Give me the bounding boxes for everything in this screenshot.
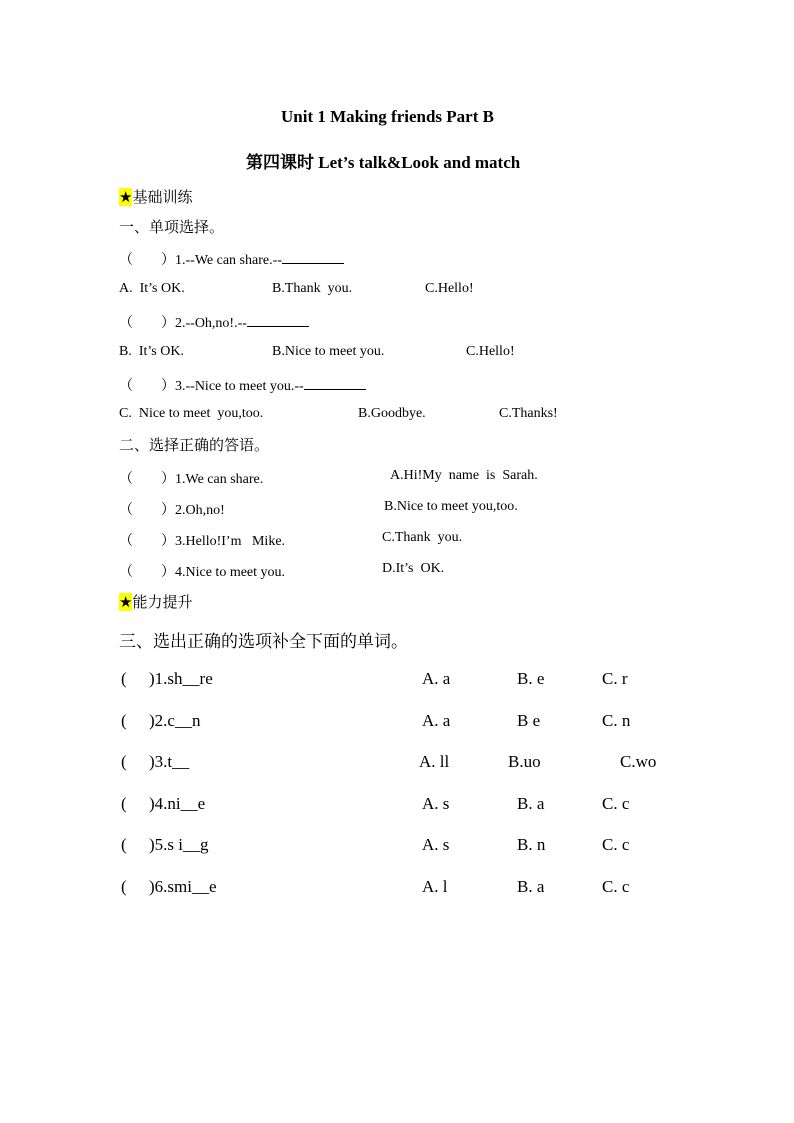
part3-option-a: A. a [422,711,451,730]
part2-answer-c: C.Thank you. [382,530,463,545]
star-icon: ★ [119,188,133,206]
part3-option-c: C. c [602,877,630,896]
star-icon: ★ [119,593,133,611]
part3-paren: ( [121,669,127,688]
part1-q1-option-c: C.Hello! [425,281,474,296]
part3-word: )6.smi__e [149,877,217,896]
prompt-text: 1.We can share. [175,472,264,487]
part3-option-b: B. n [517,835,546,854]
part1-q1-option-b: B.Thank you. [272,281,353,296]
part3-option-a: A. s [422,835,450,854]
part3-option-a: A. s [422,794,450,813]
part1-q2-option-c: C.Hello! [466,344,515,359]
part3-paren: ( [121,752,127,771]
part1-q3-option-a: C. Nice to meet you,too. [119,406,264,421]
question-text: 1.--We can share.-- [175,253,282,268]
lesson-subtitle: 第四课时 Let’s talk&Look and match [246,153,521,172]
part3-paren: ( [121,835,127,854]
answer-paren: （ ） [119,472,175,487]
part3-option-a: A. l [422,877,448,896]
part1-q3-option-c: C.Thanks! [499,406,558,421]
part1-q1-option-a: A. It’s OK. [119,281,185,296]
answer-blank [282,251,344,264]
part3-option-c: C. c [602,794,630,813]
part1-q2-option-b: B.Nice to meet you. [272,344,385,359]
part1-heading: 一、单项选择。 [119,218,225,236]
part2-row-3 [119,530,285,550]
part1-question-1 [119,249,344,269]
part3-paren: ( [121,877,127,896]
part1-question-2 [119,312,309,332]
part3-option-b: B. e [517,669,545,688]
part3-option-c: C. c [602,835,630,854]
part3-option-b: B.uo [508,752,541,771]
section-basic-heading [119,186,192,207]
answer-paren: （ ） [119,316,175,331]
section-basic-label: 基础训练 [132,188,193,206]
answer-paren: （ ） [119,379,175,394]
part3-option-b: B. a [517,877,545,896]
part3-option-c: C. r [602,669,628,688]
part2-row-1 [119,468,263,488]
answer-paren: （ ） [119,565,175,580]
part3-heading: 三、选出正确的选项补全下面的单词。 [119,632,408,652]
part3-option-a: A. ll [419,752,450,771]
part3-word: )1.sh__re [149,669,213,688]
part2-answer-a: A.Hi!My name is Sarah. [390,468,538,483]
part3-word: )4.ni__e [149,794,206,813]
section-ability-heading [119,591,192,612]
part3-paren: ( [121,711,127,730]
part3-word: )5.s i__g [149,835,209,854]
part2-answer-b: B.Nice to meet you,too. [384,499,518,514]
prompt-text: 2.Oh,no! [175,503,225,518]
answer-paren: （ ） [119,503,175,518]
prompt-text: 3.Hello!I’m Mike. [175,534,286,549]
answer-paren: （ ） [119,253,175,268]
part3-option-b: B. a [517,794,545,813]
part1-question-3 [119,375,366,395]
question-text: 2.--Oh,no!.-- [175,316,247,331]
part3-option-a: A. a [422,669,451,688]
answer-paren: （ ） [119,534,175,549]
part2-row-2 [119,499,225,519]
part3-option-c: C. n [602,711,631,730]
part1-q3-option-b: B.Goodbye. [358,406,426,421]
question-text: 3.--Nice to meet you.-- [175,379,304,394]
part3-word: )2.c__n [149,711,201,730]
prompt-text: 4.Nice to meet you. [175,565,286,580]
document-title: Unit 1 Making friends Part B [281,107,494,126]
section-ability-label: 能力提升 [132,593,193,611]
part3-word: )3.t__ [149,752,190,771]
part3-option-b: B e [517,711,541,730]
part3-paren: ( [121,794,127,813]
part2-heading: 二、选择正确的答语。 [119,436,270,454]
part2-answer-d: D.It’s OK. [382,561,445,576]
answer-blank [247,314,309,327]
part2-row-4 [119,561,285,581]
part3-option-c: C.wo [620,752,657,771]
answer-blank [304,377,366,390]
part1-q2-option-a: B. It’s OK. [119,344,184,359]
